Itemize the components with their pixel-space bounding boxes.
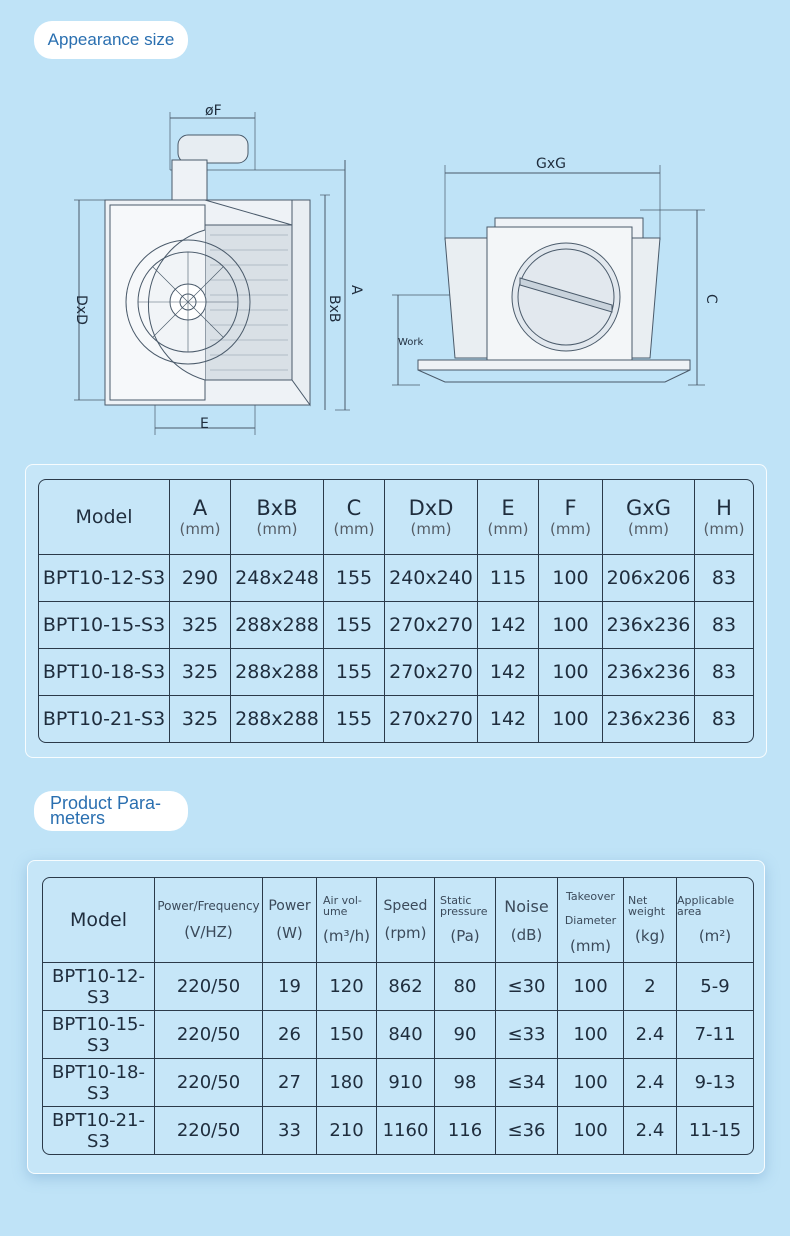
label-gxg: GxG [536,156,566,172]
cell: 27 [263,1059,317,1107]
table-row [43,1059,753,1107]
cell: ≤34 [496,1059,558,1107]
param-header-static-pressure: Static pressure (Pa) [435,878,496,963]
cell: 155 [324,696,385,742]
cell: 5-9 [677,963,753,1011]
cell: 1160 [377,1107,435,1154]
cell: 270x270 [385,602,478,649]
cell: 2.4 [624,1059,677,1107]
dim-header-dxd: DxD (mm) [385,480,478,555]
label-c: C [703,294,719,304]
dim-header-c: C (mm) [324,480,385,555]
cell: 2.4 [624,1107,677,1154]
table-row [39,602,753,649]
cell-model: BPT10-12-S3 [39,555,170,602]
product-parameters-title: Product Para- meters [34,791,188,831]
dim-header-bxb: BxB (mm) [231,480,324,555]
cell: 2 [624,963,677,1011]
dimension-header-row [39,480,753,555]
cell: 270x270 [385,696,478,742]
label-bxb: BxB [326,295,342,323]
cell: 2.4 [624,1011,677,1059]
cell-model: BPT10-15-S3 [43,1011,155,1059]
cell: 83 [695,602,753,649]
cell: 98 [435,1059,496,1107]
cell: 240x240 [385,555,478,602]
label-a: A [348,285,364,295]
cell-model: BPT10-12-S3 [43,963,155,1011]
cell: 248x248 [231,555,324,602]
cell: 83 [711,708,737,730]
cell: 206x206 [603,555,695,602]
cell: 288x288 [231,696,324,742]
cell: 100 [558,1059,624,1107]
param-header-model: Model [43,878,155,963]
cell-model: BPT10-18-S3 [43,1059,155,1107]
table-row [39,649,753,696]
cell-model: BPT10-18-S3 [39,649,170,696]
cell: 80 [435,963,496,1011]
param-header-air-volume: Air vol- ume (m³/h) [317,878,377,963]
cell: 155 [324,602,385,649]
cell: 288x288 [231,649,324,696]
param-header-power-frequency: Power/Frequency (V/HZ) [155,878,263,963]
cell: 83 [695,649,753,696]
cell: 100 [539,555,603,602]
cell: 150 [317,1011,377,1059]
dim-header-f: F (mm) [539,480,603,555]
cell: 142 [478,696,539,742]
cell: 11-15 [688,1120,742,1141]
dim-header-a: A (mm) [170,480,231,555]
cell: 9-13 [677,1059,753,1107]
cell: 100 [558,1011,624,1059]
cell: 142 [478,602,539,649]
table-row [43,1011,753,1059]
cell: 155 [324,649,385,696]
cell: 100 [539,602,603,649]
cell: 220/50 [155,1059,263,1107]
cell: 325 [170,696,231,742]
cell: 142 [478,649,539,696]
table-row [43,963,753,1011]
cell: ≤33 [496,1011,558,1059]
cell: 90 [435,1011,496,1059]
cell: 220/50 [155,1107,263,1154]
param-header-power: Power (W) [263,878,317,963]
label-e: E [200,416,209,432]
label-work: Work [398,337,424,348]
param-header-takeover-diameter: Takeover Diameter (mm) [558,878,624,963]
cell: 236x236 [603,602,695,649]
cell: 910 [377,1059,435,1107]
cell: 33 [263,1107,317,1154]
param-header-speed: Speed (rpm) [377,878,435,963]
dim-header-e: E (mm) [478,480,539,555]
cell: 120 [317,963,377,1011]
cell: 116 [435,1107,496,1154]
cell: 100 [558,1107,624,1154]
label-f: øF [205,103,222,119]
cell: 83 [695,555,753,602]
cell-model: BPT10-15-S3 [39,602,170,649]
cell: 290 [170,555,231,602]
dim-header-gxg: GxG (mm) [603,480,695,555]
param-header-noise: Noise (dB) [496,878,558,963]
dim-header-model: Model [39,480,170,555]
cell: 862 [377,963,435,1011]
cell-model: BPT10-21-S3 [39,696,170,742]
cell: 155 [324,555,385,602]
table-row [39,696,753,742]
cell: ≤36 [496,1107,558,1154]
param-header-net-weight: Net weight (kg) [624,878,677,963]
appearance-size-title: Appearance size [34,21,188,59]
cell: 236x236 [603,649,695,696]
cell: 180 [317,1059,377,1107]
param-header-applicable-area: Applicable area (m²) [677,878,753,963]
cell: 840 [377,1011,435,1059]
cell: 210 [317,1107,377,1154]
parameters-header-row [43,878,753,963]
dimension-diagram [0,90,790,440]
dim-header-h: H (mm) [695,480,753,555]
cell: 325 [170,649,231,696]
cell: 288x288 [231,602,324,649]
cell: 7-11 [677,1011,753,1059]
parameters-table [42,877,754,1155]
cell: 115 [478,555,539,602]
cell: 220/50 [155,963,263,1011]
cell: 100 [539,649,603,696]
cell-model: BPT10-21-S3 [43,1107,155,1154]
cell: 26 [263,1011,317,1059]
dimension-table [38,479,754,743]
cell: 270x270 [385,649,478,696]
cell: 100 [539,696,603,742]
cell: 325 [170,602,231,649]
cell: 236x236 [603,696,695,742]
label-dxd: DxD [73,295,89,325]
table-row [39,555,753,602]
cell: 220/50 [155,1011,263,1059]
cell: 100 [558,963,624,1011]
cell: 19 [263,963,317,1011]
table-row [43,1107,753,1154]
cell: ≤30 [496,963,558,1011]
